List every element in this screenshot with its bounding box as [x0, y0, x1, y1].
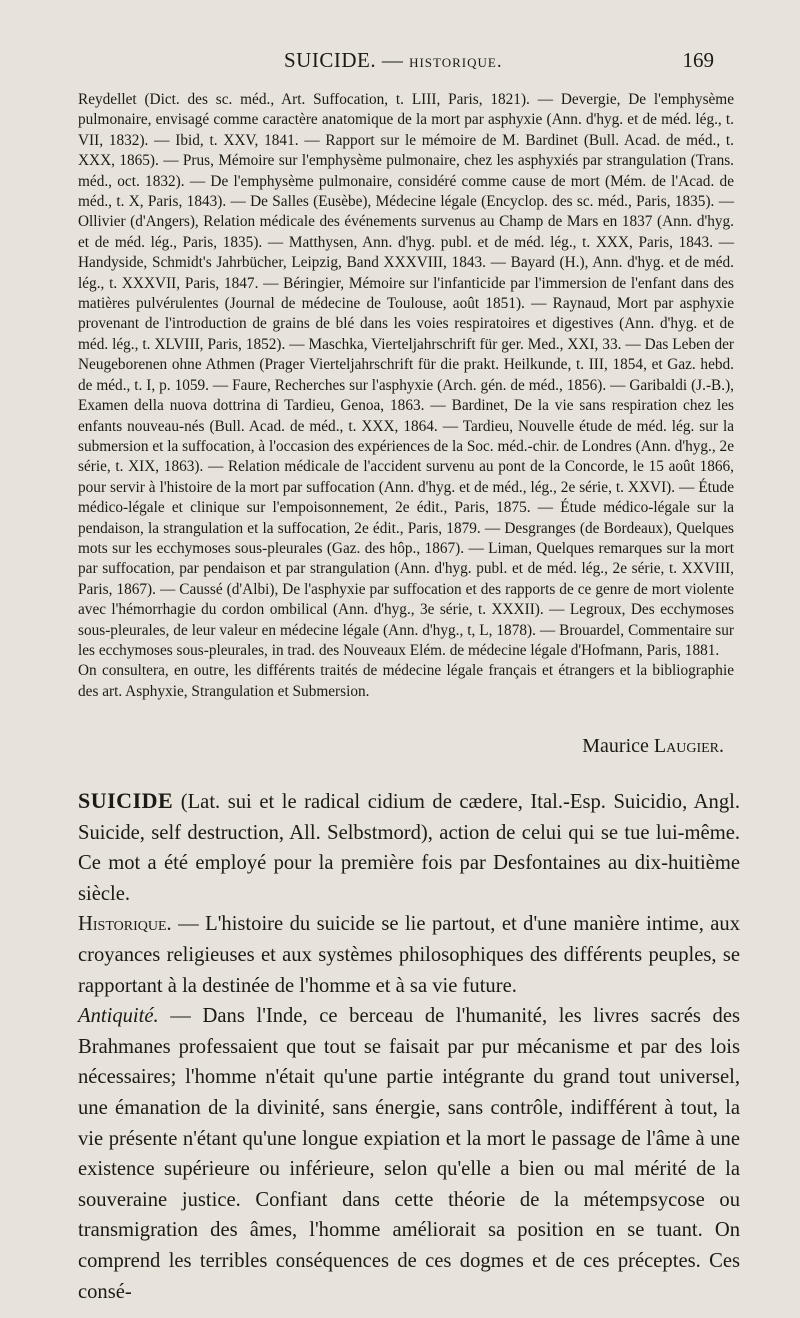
- article-definition-paragraph: [78, 786, 740, 909]
- author-last-name: Laugier.: [653, 735, 724, 757]
- author-signature: [582, 735, 724, 758]
- antiquite-text: — Dans l'Inde, ce berceau de l'humanité, les livres sacrés des Brahmanes professaient que tout se faisait par pur mécanisme et par des lois nécessaires; l'homme n'était qu'une partie intégrante du grand tout universel, une émanation de la divinité, sans énergie, sans contrôle, indifférent à tout, la vie présente n'étant qu'une longue expiation et la mort le passage de l'âme à une existence supérieure ou inférieure, selon qu'elle a bien ou mal mérité de la souveraine justice. Confiant dans cette théorie de la métempsycose ou transmigration des âmes, l'homme améliorait sa position en se tuant. On comprend les terribles conséquences de ces dogmes et de ces préceptes. Ces consé-: [78, 1005, 740, 1303]
- article-headword: SUICIDE: [78, 788, 174, 813]
- running-header: [78, 48, 740, 78]
- page-number: 169: [682, 48, 714, 72]
- bibliography-block: [78, 90, 734, 702]
- running-title: SUICIDE. — historique.: [284, 48, 503, 72]
- running-subtitle: historique.: [409, 51, 503, 72]
- historique-paragraph: [78, 909, 740, 1001]
- article-body: [78, 786, 740, 1307]
- historique-label: Historique.: [78, 913, 172, 936]
- author-first-name: Maurice: [582, 735, 649, 757]
- bibliography-note: On consultera, en outre, les différents traités de médecine légale français et étrangers et la bibliographie des art. Asphyxie, Strangulation et Submersion.: [78, 662, 734, 700]
- historique-text: — L'histoire du suicide se lie partout, et d'une manière intime, aux croyances religieuses et aux systèmes philosophiques des différents peuples, se rapportant à la destinée de l'homme et à sa vie future.: [78, 913, 741, 997]
- antiquite-label: Antiquité.: [78, 1005, 159, 1028]
- article-definition: (Lat. sui et le radical cidium de cædere, Ital.-Esp. Suicidio, Angl. Suicide, self destruction, All. Selbstmord), action de celui qui se tue lui-même. Ce mot a été employé pour la première fois par Desfontaines au dix-huitième siècle.: [78, 791, 740, 905]
- bibliography-text: Reydellet (Dict. des sc. méd., Art. Suffocation, t. LIII, Paris, 1821). — Devergie, De l'emphysème pulmonaire, envisagé comme caractère anatomique de la mort par asphyxie (Ann. d'hyg. et de méd. lég., t. VII, 1832). — Ibid, t. XXV, 1841. — Rapport sur le mémoire de M. Bardinet (Bull. Acad. de méd., t. XXX, 1865). — Prus, Mémoire sur l'emphysème pulmonaire, chez les asphyxiés par strangulation (Trans. méd., oct. 1832). — De l'emphysème pulmonaire, considéré comme cause de mort (Mém. de l'Acad. de méd., t. X, Paris, 1843). — De Salles (Eusèbe), Médecine légale (Encyclop. des sc. méd., Paris, 1835). — Ollivier (d'Angers), Relation médicale des événements survenus au Champ de Mars en 1837 (Ann. d'hyg. et de méd. lég., Paris, 1835). — Matthysen, Ann. d'hyg. publ. et de méd. lég., t. XXX, Paris, 1843. — Handyside, Schmidt's Jahrbücher, Leipzig, Band XXXVIII, 1843. — Bayard (H.), Ann. d'hyg. et de méd. lég., t. XXXVII, Paris, 1847. — Béringier, Mémoire sur l'infanticide par l'immersion de l'enfant dans des matières pulvérulentes (Journal de médecine de Toulouse, août 1851). — Raynaud, Mort par asphyxie provenant de l'introduction de grains de blé dans les voies respiratoires et digestives (Ann. d'hyg. et de méd. lég., t. XLVIII, Paris, 1852). — Maschka, Vierteljahrschrift für ger. Med., XXI, 33. — Das Leben der Neugeborenen ohne Athmen (Prager Vierteljahrschrift für die prakt. Heilkunde, t. III, 1854, et Gaz. hebd. de méd., t. I, p. 1059. — Faure, Recherches sur l'asphyxie (Arch. gén. de méd., 1856). — Garibaldi (J.-B.), Examen della nuova dottrina di Tardieu, Genoa, 1863. — Bardinet, De la vie sans respiration chez les enfants nouveau-nés (Bull. Acad. de méd., t. XXX, 1864. — Tardieu, Nouvelle étude de méd. lég. sur la submersion et la suffocation, à l'occasion des expériences de la Soc. méd.-chir. de Londres (Ann. d'hyg., 2e série, t. XIX, 1863). — Relation médicale de l'accident survenu au pont de la Concorde, le 15 août 1866, pour servir à l'histoire de la mort par suffocation (Ann. d'hyg. et de méd., lég., 2e série, t. XXVI). — Étude médico-légale et clinique sur l'empoisonnement, 2e édit., Paris, 1875. — Étude médico-légale sur la pendaison, la strangulation et la suffocation, 2e édit., Paris, 1879. — Desgranges (de Bordeaux), Quelques mots sur les ecchymoses sous-pleurales (Gaz. des hôp., 1867). — Liman, Quelques remarques sur la mort par suffocation, par pendaison et par strangulation (Ann. d'hyg. publ. et de méd. lég., 2e série, t. XXVIII, Paris, 1867). — Caussé (d'Albi), De l'asphyxie par suffocation et des rapports de ce genre de mort violente avec l'hémorrhagie du cordon ombilical (Ann. d'hyg., 3e série, t. XXXII). — Legroux, Des ecchymoses sous-pleurales, de leur valeur en médecine légale (Ann. d'hyg., t, L, 1878). — Brouardel, Commentaire sur les ecchymoses sous-pleurales, in trad. des Nouveaux Elém. de médecine légale d'Hofmann, Paris, 1881.: [78, 91, 734, 659]
- antiquite-paragraph: [78, 1001, 740, 1307]
